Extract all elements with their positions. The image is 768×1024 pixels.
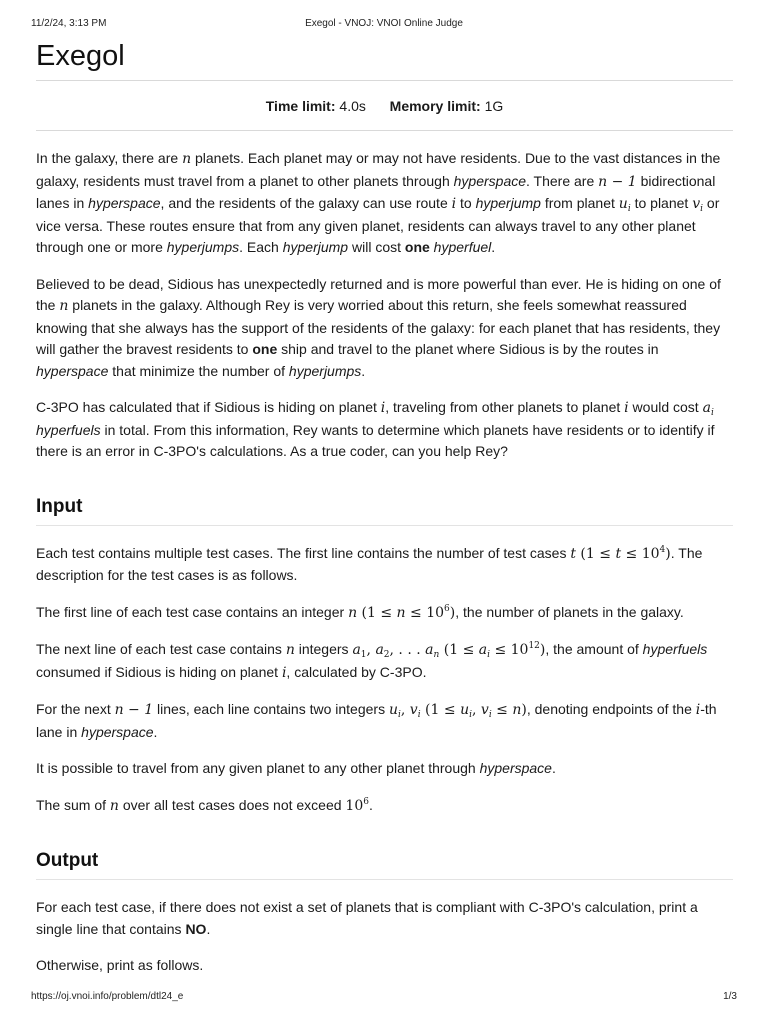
problem-title: Exegol	[36, 40, 125, 72]
input-paragraph-3: The next line of each test case contains n integers $a_1$, $a_2$, . . . $a_n$ $(1 \le a_i \le 10^{12})$, the amount of hyperfuels consumed if Sidious is hiding on planet i, calculated by C-3PO.	[36, 641, 708, 681]
input-paragraph-5: It is possible to travel from any given planet to any other planet through hyperspace.	[36, 760, 556, 776]
print-url: https://oj.vnoi.info/problem/dtl24_e	[31, 991, 184, 1002]
statement-paragraph-3: C-3PO has calculated that if Sidious is hiding on planet i, traveling from other planets to planet i would cost $a_i$ hyperfuels in total. From this information, Rey wants to determine which planets have residents or to identify if there is an error in C-3PO's calculations. As a true coder, can you help Rey?	[36, 399, 715, 459]
print-date: 11/2/24, 3:13 PM	[31, 18, 107, 29]
time-limit-label: Time limit:	[265, 98, 336, 114]
input-section	[36, 543, 733, 818]
memory-limit-label: Memory limit:	[389, 98, 481, 114]
output-paragraph-2: Otherwise, print as follows.	[36, 957, 204, 973]
memory-limit-value: 1G	[484, 98, 504, 114]
limits-divider	[36, 130, 733, 131]
time-limit-value: 4.0s	[339, 98, 366, 114]
statement-paragraph-1: In the galaxy, there are n planets. Each planet may or may not have residents. Due to the vast distances in the galaxy, residents must travel from a planet to other planets through hyperspace. There are n − 1 bidirectional lanes in hyperspace, and the residents of the galaxy can use route i to hyperjump from planet $u_i$ to planet $v_i$ or vice versa. These routes ensure that from any given planet, residents can always travel to any other planet through one or more hyperjumps. Each hyperjump will cost one hyperfuel.	[36, 150, 721, 255]
output-paragraph-1: For each test case, if there does not exist a set of planets that is compliant with C-3PO's calculation, print a single line that contains NO.	[36, 899, 698, 937]
print-page-number: 1/3	[723, 991, 737, 1002]
problem-content	[36, 38, 733, 992]
statement	[36, 148, 733, 463]
statement-paragraph-2: Believed to be dead, Sidious has unexpectedly returned and is more powerful than ever. He is hiding on one of the n planets in the galaxy. Although Rey is very worried about this return, she feels somewhat reassured knowing that she always has the support of the residents of the galaxy: for each planet that has residents, they will gather the bravest residents to one ship and travel to the planet where Sidious is by the routes in hyperspace that minimize the number of hyperjumps.	[36, 275, 721, 379]
print-footer	[31, 991, 737, 1005]
problem-limits	[36, 81, 733, 130]
input-heading: Input	[36, 495, 83, 517]
input-paragraph-4: For the next n − 1 lines, each line contains two integers $u_i$, $v_i$ ($1 \le u_i$, $v_i \le n$), denoting endpoints of the i-th lane in hyperspace.	[36, 701, 717, 740]
input-paragraph-1: Each test contains multiple test cases. The first line contains the number of test cases t $(1 \le t \le 10^4)$. The description for the test cases is as follows.	[36, 544, 703, 583]
input-paragraph-2: The first line of each test case contains an integer n $(1 \le n \le 10^6)$, the number of planets in the galaxy.	[36, 603, 684, 621]
input-divider	[36, 525, 733, 526]
input-paragraph-6: The sum of n over all test cases does not exceed $10^6$.	[36, 796, 373, 814]
print-page-title: Exegol - VNOJ: VNOI Online Judge	[305, 18, 463, 29]
output-section	[36, 897, 733, 977]
print-header	[31, 18, 737, 32]
output-heading: Output	[36, 850, 99, 871]
output-divider	[36, 879, 733, 880]
